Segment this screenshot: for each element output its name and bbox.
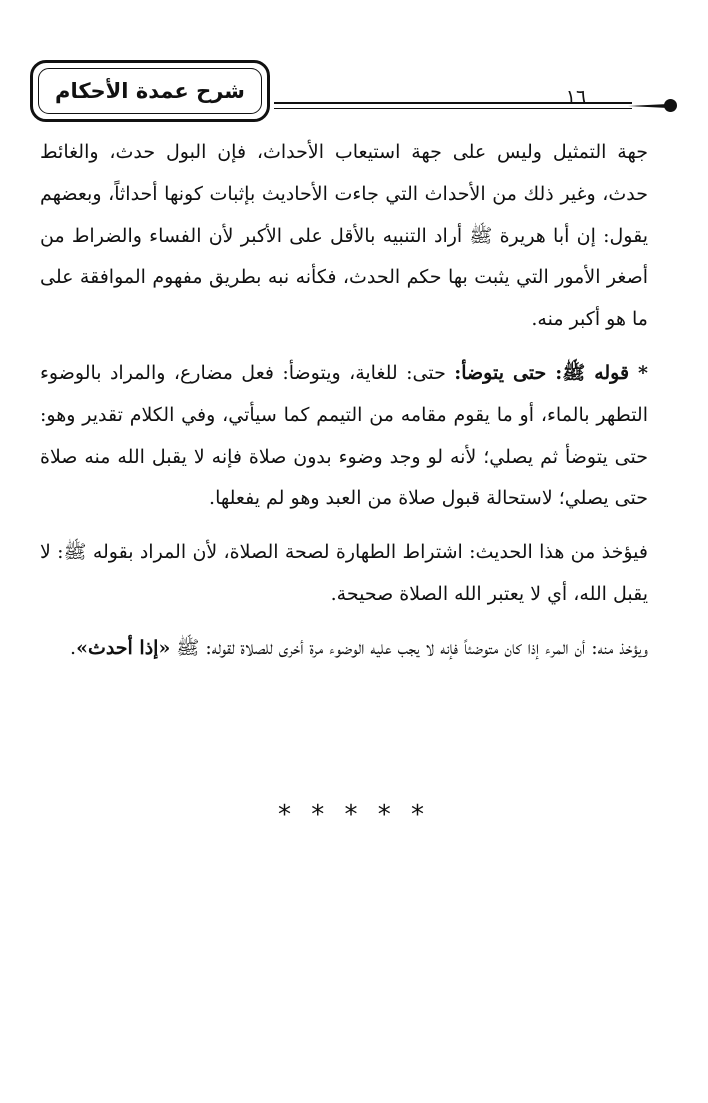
paragraph-1: جهة التمثيل وليس على جهة استيعاب الأحداث، فإن البول حدث، والغائط حدث، وغير ذلك من الأحداث التي جاءت الأحاديث بإثبات كونها أحداثاً، وبعضهم يقول: إن أبا هريرة ﷺ أراد التنبيه بالأقل على الأكبر لأن الفساء والضراط من أصغر الأمور التي يثبت بها حكم الحدث، فكأنه نبه بطريق مفهوم الموافقة على ما هو أكبر منه. xyxy=(40,141,648,331)
paragraph-4: ويؤخذ منه: أن المرء إذا كان متوضئاً فإنه لا يجب عليه الوضوء مرة أخرى للصلاة لقوله: ﷺ «إذا أحدث». xyxy=(70,636,648,659)
paragraph-4-text: ويؤخذ منه: أن المرء إذا كان متوضئاً فإنه لا يجب عليه الوضوء مرة أخرى للصلاة لقوله: ﷺ xyxy=(176,636,648,659)
quote-lead: * قوله ﷺ: حتى يتوضأ: xyxy=(454,361,648,384)
header-bullet-icon xyxy=(628,104,678,110)
section-separator: * * * * * xyxy=(277,800,431,830)
quote-rest: حتى: للغاية، ويتوضأ: فعل مضارع، و xyxy=(156,361,455,384)
title-frame xyxy=(30,60,270,122)
paragraph-3: فيؤخذ من هذا الحديث: اشتراط الطهارة لصحة الصلاة، لأن المراد بقوله ﷺ: لا يقبل الله، أي لا يعتبر الله الصلاة صحيحة. xyxy=(40,541,648,605)
page-body xyxy=(40,132,648,670)
paragraph-2 xyxy=(40,353,648,520)
hadith-quote: «إذا أحدث» xyxy=(76,636,171,659)
page-header xyxy=(22,58,682,130)
paragraph-2-text: المراد بالوضوء التطهر بالماء، أو ما يقوم مقامه من التيمم كما سيأتي، وفي الكلام تقدير وهو: حتى يتوضأ ثم يصلي؛ لأنه لو وجد وضوء بدون صلاة فإنه لا يقبل الله منه صلاة حتى يصلي؛ لاستحالة قبول صلاة من العبد وهو لم يفعلها. xyxy=(40,361,648,510)
page-number: ١٦ xyxy=(565,86,587,108)
title-frame-inner xyxy=(38,68,262,114)
book-title: شرح عمدة الأحكام xyxy=(55,79,245,103)
header-rule-thin xyxy=(274,108,632,109)
